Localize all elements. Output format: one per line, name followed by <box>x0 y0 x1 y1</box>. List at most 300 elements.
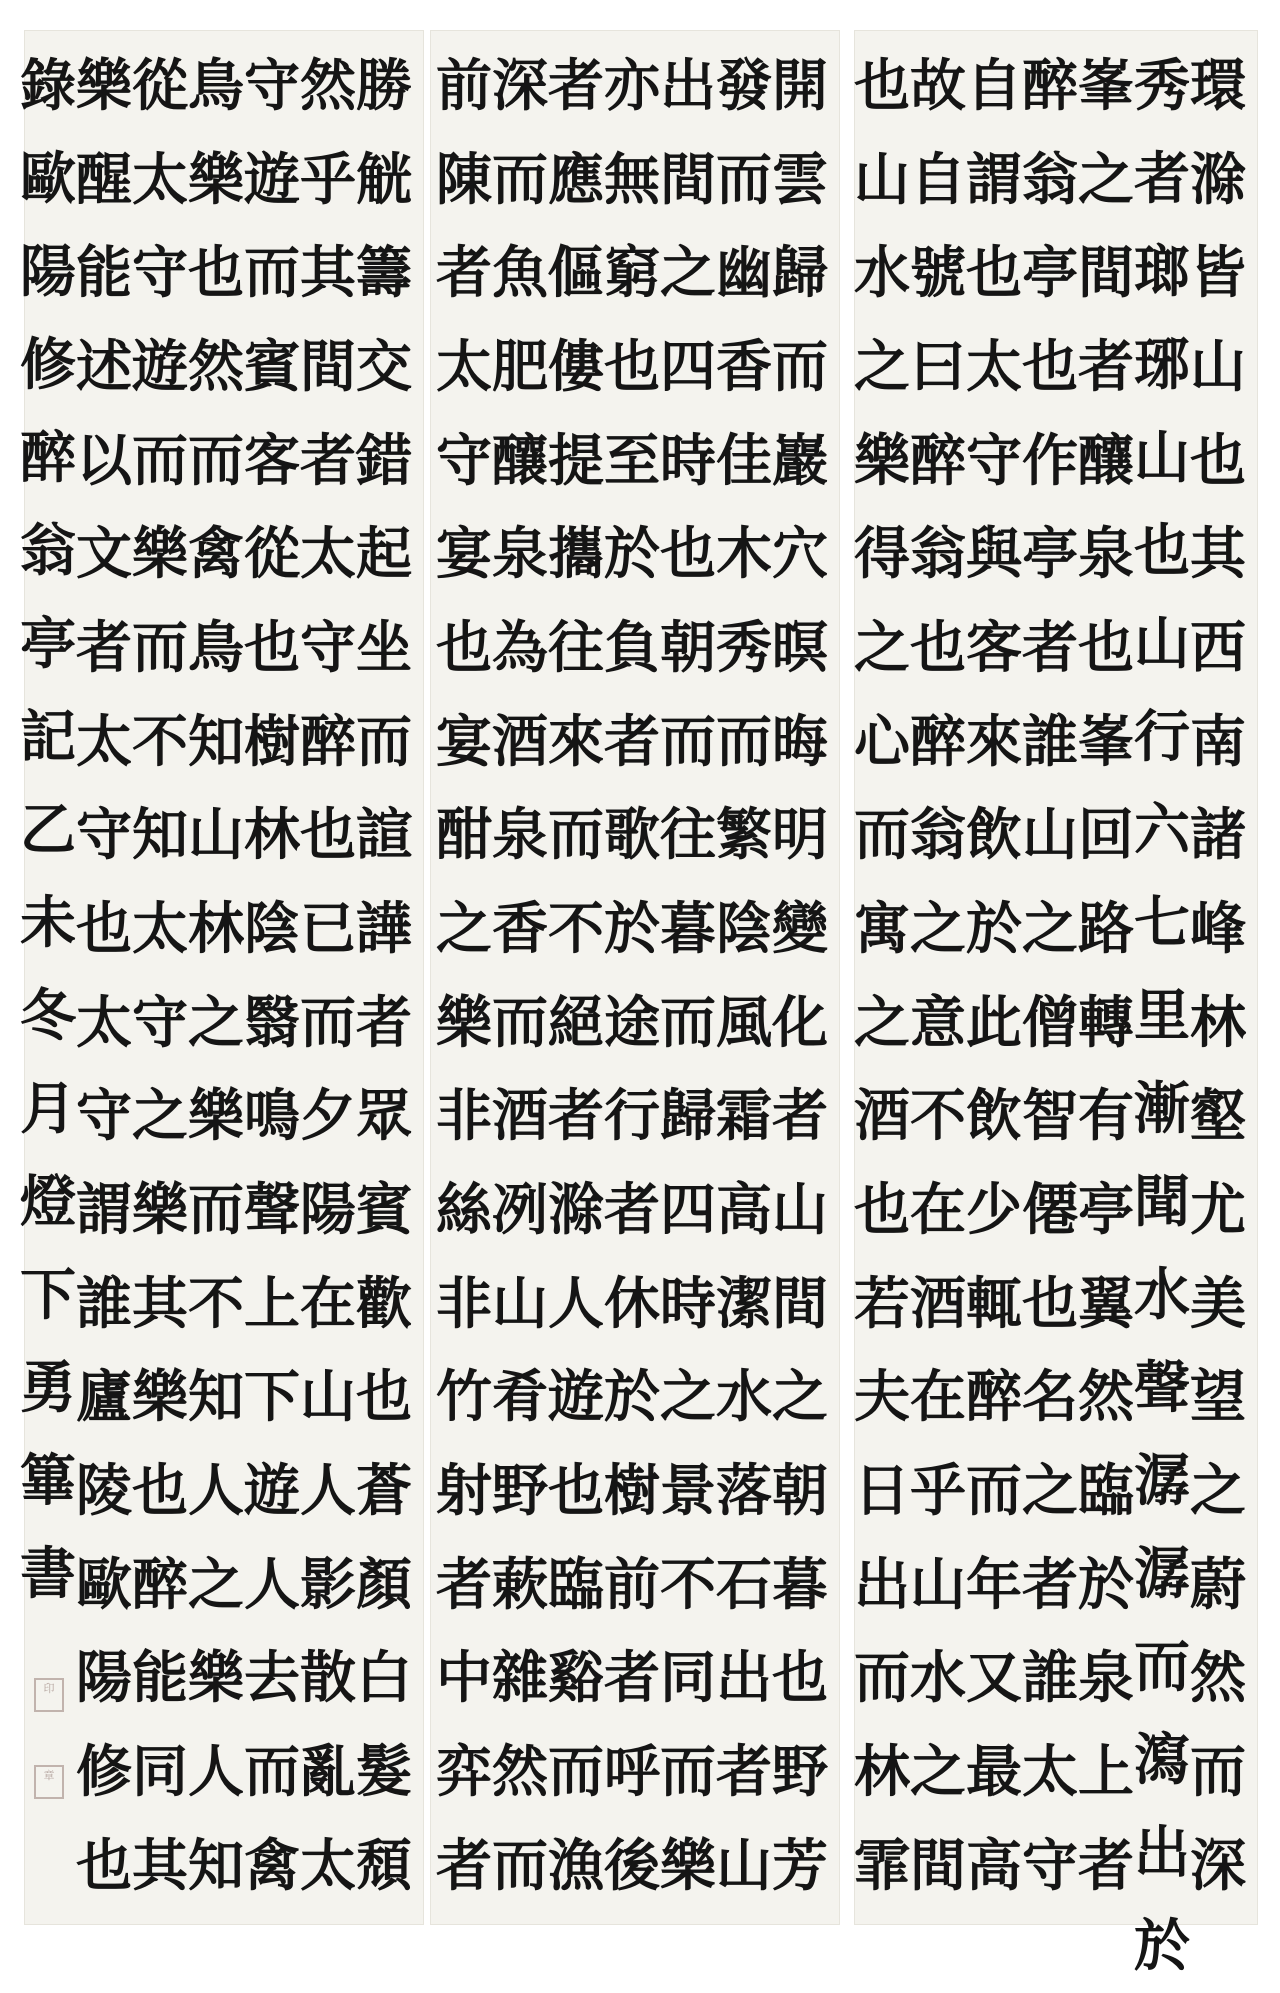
character: 而 <box>132 615 188 682</box>
character: 時 <box>660 427 716 494</box>
character: 絲 <box>436 1177 492 1244</box>
character: 石 <box>716 1551 772 1618</box>
character: 人 <box>188 1458 244 1525</box>
character: 者 <box>436 1551 492 1618</box>
character: 人 <box>300 1458 356 1525</box>
character: 者 <box>604 708 660 775</box>
character: 朝 <box>772 1458 828 1525</box>
seal-stamp: 印 <box>34 1678 64 1712</box>
character: 壑 <box>1190 1083 1246 1150</box>
character: 太 <box>76 989 132 1056</box>
character: 也 <box>76 896 132 963</box>
character: 不 <box>548 896 604 963</box>
character: 而 <box>854 1645 910 1712</box>
character: 負 <box>604 615 660 682</box>
character: 散 <box>300 1645 356 1712</box>
character: 人 <box>188 1739 244 1806</box>
character: 潺 <box>1134 1541 1190 1607</box>
character: 潺 <box>1134 1448 1190 1514</box>
character: 陳 <box>436 146 492 213</box>
character: 其 <box>300 240 356 307</box>
character: 回 <box>1078 802 1134 869</box>
character: 上 <box>1078 1739 1134 1806</box>
character: 守 <box>132 989 188 1056</box>
character: 竹 <box>436 1364 492 1431</box>
text-column <box>604 40 660 1913</box>
character: 然 <box>300 53 356 119</box>
character: 蔌 <box>492 1551 548 1618</box>
character: 景 <box>660 1458 716 1525</box>
character: 漸 <box>1134 1076 1190 1142</box>
character: 守 <box>1022 1832 1078 1899</box>
character: 起 <box>356 521 412 588</box>
character: 同 <box>660 1645 716 1712</box>
character: 山 <box>854 146 910 213</box>
character: 同 <box>132 1739 188 1806</box>
character: 樂 <box>76 53 132 119</box>
character: 而 <box>1134 1634 1190 1700</box>
character: 太 <box>132 896 188 963</box>
character: 行 <box>1134 704 1190 770</box>
character: 山 <box>1134 425 1190 491</box>
character: 諠 <box>356 802 412 869</box>
character: 述 <box>76 334 132 401</box>
text-column <box>300 40 356 1913</box>
character: 者 <box>1022 1551 1078 1618</box>
character: 酒 <box>492 1083 548 1150</box>
character: 魚 <box>492 240 548 307</box>
character: 秀 <box>1134 53 1190 119</box>
character: 亂 <box>300 1739 356 1806</box>
character: 不 <box>132 708 188 775</box>
character: 也 <box>1078 615 1134 682</box>
character: 寓 <box>854 896 910 963</box>
character: 漁 <box>548 1832 604 1899</box>
character: 野 <box>492 1458 548 1525</box>
character: 智 <box>1022 1083 1078 1150</box>
character: 樂 <box>132 521 188 588</box>
character: 出 <box>1134 1820 1190 1886</box>
character: 山 <box>772 1177 828 1244</box>
character: 而 <box>492 146 548 213</box>
character: 而 <box>716 146 772 213</box>
character: 鳥 <box>188 615 244 682</box>
character: 太 <box>300 521 356 588</box>
character: 也 <box>356 1364 412 1431</box>
character: 開 <box>772 53 828 119</box>
character: 歸 <box>772 240 828 307</box>
character: 翁 <box>1022 146 1078 213</box>
character: 陽 <box>76 1645 132 1712</box>
character: 而 <box>716 708 772 775</box>
character: 間 <box>300 334 356 401</box>
character: 勝 <box>356 53 412 119</box>
character: 錄 <box>20 53 76 119</box>
character: 遊 <box>244 1458 300 1525</box>
character: 山 <box>300 1364 356 1431</box>
character: 守 <box>76 802 132 869</box>
character: 也 <box>1022 334 1078 401</box>
character: 雜 <box>492 1645 548 1712</box>
character: 知 <box>132 802 188 869</box>
character: 六 <box>1134 797 1190 863</box>
character: 其 <box>132 1270 188 1337</box>
character: 出 <box>716 1645 772 1712</box>
character: 酒 <box>492 708 548 775</box>
character: 在 <box>910 1364 966 1431</box>
character: 禽 <box>244 1832 300 1899</box>
character: 乎 <box>300 146 356 213</box>
character: 夫 <box>854 1364 910 1431</box>
character: 後 <box>604 1832 660 1899</box>
character: 客 <box>966 615 1022 682</box>
text-column <box>492 40 548 1913</box>
character: 樹 <box>244 708 300 775</box>
character: 亭 <box>1078 1177 1134 1244</box>
character: 故 <box>910 53 966 119</box>
character: 守 <box>76 1083 132 1150</box>
character: 亭 <box>1022 521 1078 588</box>
character: 酒 <box>854 1083 910 1150</box>
character: 宴 <box>436 708 492 775</box>
character: 乙 <box>20 797 76 863</box>
character: 暮 <box>772 1551 828 1618</box>
character: 飲 <box>966 802 1022 869</box>
character: 者 <box>436 240 492 307</box>
text-column <box>188 40 244 1913</box>
character: 落 <box>716 1458 772 1525</box>
character: 泉 <box>492 802 548 869</box>
character: 潔 <box>716 1270 772 1337</box>
character: 下 <box>244 1364 300 1431</box>
character: 月 <box>20 1076 76 1142</box>
character: 發 <box>716 53 772 119</box>
character: 者 <box>548 1083 604 1150</box>
character: 也 <box>910 615 966 682</box>
text-column <box>356 40 412 1913</box>
character: 樂 <box>854 427 910 494</box>
character: 巖 <box>772 427 828 494</box>
text-column <box>966 40 1022 1913</box>
character: 出 <box>660 53 716 119</box>
character: 守 <box>436 427 492 494</box>
character: 醉 <box>910 427 966 494</box>
character: 林 <box>1190 989 1246 1056</box>
character: 樂 <box>660 1832 716 1899</box>
character: 不 <box>660 1551 716 1618</box>
character: 坐 <box>356 615 412 682</box>
character: 間 <box>772 1270 828 1337</box>
character: 日 <box>854 1458 910 1525</box>
character: 燈 <box>20 1169 76 1235</box>
character: 深 <box>1190 1832 1246 1899</box>
character: 轉 <box>1078 989 1134 1056</box>
character: 之 <box>854 615 910 682</box>
character: 非 <box>436 1270 492 1337</box>
character: 陽 <box>300 1177 356 1244</box>
character: 僧 <box>1022 989 1078 1056</box>
character: 太 <box>132 146 188 213</box>
character: 宴 <box>436 521 492 588</box>
character: 交 <box>356 334 412 401</box>
character: 譁 <box>356 896 412 963</box>
character: 不 <box>910 1083 966 1150</box>
character: 在 <box>300 1270 356 1337</box>
character: 眾 <box>356 1083 412 1150</box>
character: 知 <box>188 1832 244 1899</box>
character: 前 <box>604 1551 660 1618</box>
character: 自 <box>966 53 1022 119</box>
character: 能 <box>76 240 132 307</box>
character: 也 <box>772 1645 828 1712</box>
character: 也 <box>188 240 244 307</box>
character: 來 <box>548 708 604 775</box>
character: 樂 <box>188 146 244 213</box>
character: 勇 <box>20 1355 76 1421</box>
character: 於 <box>604 1364 660 1431</box>
character: 至 <box>604 427 660 494</box>
character: 而 <box>356 708 412 775</box>
character: 無 <box>604 146 660 213</box>
character: 晦 <box>772 708 828 775</box>
character: 守 <box>132 240 188 307</box>
character: 西 <box>1190 615 1246 682</box>
character: 守 <box>966 427 1022 494</box>
character: 也 <box>604 334 660 401</box>
character: 絕 <box>548 989 604 1056</box>
character: 香 <box>492 896 548 963</box>
character: 人 <box>244 1551 300 1618</box>
character: 太 <box>436 334 492 401</box>
character: 山 <box>492 1270 548 1337</box>
character: 禽 <box>188 521 244 588</box>
column-grid <box>854 40 1246 1979</box>
character: 之 <box>1078 146 1134 213</box>
character: 香 <box>716 334 772 401</box>
character: 也 <box>660 521 716 588</box>
character: 前 <box>436 53 492 119</box>
character: 朝 <box>660 615 716 682</box>
character: 也 <box>548 1458 604 1525</box>
character: 者 <box>300 427 356 494</box>
character: 陵 <box>76 1458 132 1525</box>
character: 美 <box>1190 1270 1246 1337</box>
character: 風 <box>716 989 772 1056</box>
character: 歌 <box>604 802 660 869</box>
character: 歐 <box>76 1551 132 1618</box>
character: 為 <box>492 615 548 682</box>
character: 蒼 <box>356 1458 412 1525</box>
character: 太 <box>966 334 1022 401</box>
character: 谿 <box>548 1645 604 1712</box>
character: 滁 <box>1190 146 1246 213</box>
character: 賓 <box>244 334 300 401</box>
character: 若 <box>854 1270 910 1337</box>
character: 未 <box>20 890 76 956</box>
character: 而 <box>492 1832 548 1899</box>
character: 也 <box>76 1832 132 1899</box>
character: 誰 <box>1022 708 1078 775</box>
character: 者 <box>604 1177 660 1244</box>
text-column <box>436 40 492 1913</box>
character: 間 <box>660 146 716 213</box>
character: 翁 <box>910 802 966 869</box>
character: 最 <box>966 1739 1022 1806</box>
character: 而 <box>966 1458 1022 1525</box>
character: 之 <box>188 989 244 1056</box>
character: 書 <box>20 1541 76 1607</box>
character: 水 <box>854 240 910 307</box>
character: 此 <box>966 989 1022 1056</box>
character: 弈 <box>436 1739 492 1806</box>
character: 途 <box>604 989 660 1056</box>
character: 山 <box>1190 334 1246 401</box>
character: 者 <box>1078 334 1134 401</box>
character: 秀 <box>716 615 772 682</box>
character: 樂 <box>188 1083 244 1150</box>
character: 肴 <box>492 1364 548 1431</box>
character: 也 <box>854 53 910 119</box>
character: 肥 <box>492 334 548 401</box>
character: 歐 <box>20 146 76 212</box>
text-column <box>1022 40 1078 1913</box>
text-column <box>910 40 966 1913</box>
character: 非 <box>436 1083 492 1150</box>
character: 四 <box>660 1177 716 1244</box>
text-column <box>660 40 716 1913</box>
character: 休 <box>604 1270 660 1337</box>
character: 文 <box>76 521 132 588</box>
character: 南 <box>1190 708 1246 775</box>
character: 而 <box>660 1739 716 1806</box>
character: 錯 <box>356 427 412 494</box>
character: 影 <box>300 1551 356 1618</box>
character: 上 <box>244 1270 300 1337</box>
character: 水 <box>910 1645 966 1712</box>
character: 者 <box>716 1739 772 1806</box>
character: 遊 <box>548 1364 604 1431</box>
character: 射 <box>436 1458 492 1525</box>
character: 翼 <box>1078 1270 1134 1337</box>
character: 名 <box>1022 1364 1078 1431</box>
text-column <box>772 40 828 1913</box>
character: 幽 <box>716 240 772 307</box>
character: 廬 <box>76 1364 132 1431</box>
character: 人 <box>548 1270 604 1337</box>
character: 太 <box>1022 1739 1078 1806</box>
character: 山 <box>716 1832 772 1899</box>
character: 之 <box>910 1739 966 1806</box>
character: 觥 <box>356 146 412 213</box>
character: 琊 <box>1134 332 1190 398</box>
character: 者 <box>604 1645 660 1712</box>
character: 於 <box>1078 1551 1134 1618</box>
character: 峯 <box>1078 708 1134 775</box>
character: 其 <box>132 1832 188 1899</box>
character: 翁 <box>910 521 966 588</box>
character: 遊 <box>244 146 300 213</box>
character: 之 <box>1190 1458 1246 1525</box>
character: 輒 <box>966 1270 1022 1337</box>
character: 謂 <box>966 146 1022 213</box>
character: 芳 <box>772 1832 828 1899</box>
character: 往 <box>660 802 716 869</box>
character: 霜 <box>716 1083 772 1150</box>
character: 高 <box>966 1832 1022 1899</box>
character: 攜 <box>548 521 604 588</box>
character: 髮 <box>356 1739 412 1806</box>
character: 太 <box>76 708 132 775</box>
character: 誰 <box>76 1270 132 1337</box>
character: 也 <box>244 615 300 682</box>
character: 化 <box>772 989 828 1056</box>
character: 行 <box>604 1083 660 1150</box>
character: 也 <box>966 240 1022 307</box>
character: 泉 <box>1078 1645 1134 1712</box>
scroll-panel-right <box>854 30 1258 1979</box>
character: 而 <box>772 334 828 401</box>
character: 從 <box>132 53 188 119</box>
character: 僊 <box>1022 1177 1078 1244</box>
character: 頹 <box>356 1832 412 1899</box>
character: 中 <box>436 1645 492 1712</box>
character: 歸 <box>660 1083 716 1150</box>
character: 之 <box>910 896 966 963</box>
character: 於 <box>604 521 660 588</box>
character: 霏 <box>854 1832 910 1899</box>
character: 來 <box>966 708 1022 775</box>
character: 鳥 <box>188 53 244 119</box>
character: 籌 <box>356 240 412 307</box>
character: 有 <box>1078 1083 1134 1150</box>
character: 也 <box>436 615 492 682</box>
character: 間 <box>910 1832 966 1899</box>
character: 遊 <box>132 334 188 401</box>
character: 而 <box>492 989 548 1056</box>
text-column <box>1134 40 1190 1979</box>
character: 少 <box>966 1177 1022 1244</box>
character: 之 <box>436 896 492 963</box>
character: 窮 <box>604 240 660 307</box>
character: 之 <box>1022 1458 1078 1525</box>
character: 謂 <box>76 1177 132 1244</box>
character: 樹 <box>604 1458 660 1525</box>
character: 之 <box>854 989 910 1056</box>
character: 曰 <box>910 334 966 401</box>
text-column <box>20 40 76 1913</box>
character: 雲 <box>772 146 828 213</box>
character: 之 <box>188 1551 244 1618</box>
text-column <box>548 40 604 1913</box>
character: 也 <box>300 802 356 869</box>
character: 應 <box>548 146 604 213</box>
character: 陰 <box>244 896 300 963</box>
character: 亦 <box>604 53 660 119</box>
character: 然 <box>1078 1364 1134 1431</box>
character: 然 <box>188 334 244 401</box>
character: 佳 <box>716 427 772 494</box>
character: 醉 <box>910 708 966 775</box>
character: 林 <box>244 802 300 869</box>
character: 山 <box>910 1551 966 1618</box>
character: 而 <box>660 708 716 775</box>
character: 樂 <box>188 1645 244 1712</box>
character: 峰 <box>1190 896 1246 963</box>
character: 陽 <box>20 239 76 305</box>
character: 自 <box>910 146 966 213</box>
character: 記 <box>20 704 76 770</box>
character: 於 <box>966 896 1022 963</box>
